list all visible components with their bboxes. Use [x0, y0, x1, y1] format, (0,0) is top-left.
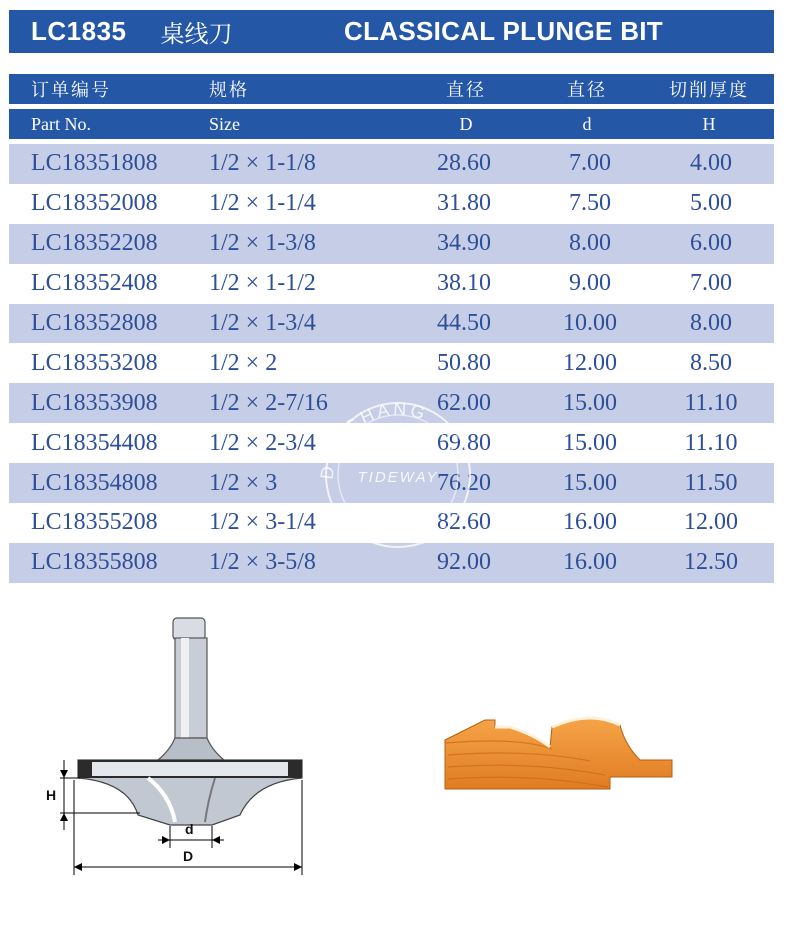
cell-H: 8.50 [690, 349, 732, 376]
cell-part-no: LC18352408 [31, 270, 158, 297]
col-header-part-cn: 订单编号 [31, 80, 111, 101]
cell-D: 44.50 [437, 310, 491, 336]
cell-H: 8.00 [690, 310, 732, 336]
cell-D: 38.10 [437, 270, 491, 297]
cell-d: 8.00 [569, 230, 611, 257]
cell-D: 62.00 [437, 389, 491, 416]
cell-part-no: LC18351808 [31, 150, 158, 177]
col-header-size: Size [209, 113, 240, 134]
cell-size: 1/2 × 3-1/4 [209, 509, 316, 536]
cell-part-no: LC18355808 [31, 549, 158, 576]
title-bar [9, 10, 774, 53]
table-row [9, 144, 774, 184]
col-header-H: H [702, 113, 716, 134]
cell-D: 92.00 [437, 549, 491, 576]
label-d: d [185, 821, 194, 837]
cell-d: 15.00 [563, 429, 617, 456]
label-D: D [183, 848, 194, 864]
cell-size: 1/2 × 1-1/8 [209, 150, 316, 177]
table-row [9, 383, 774, 423]
table-row [9, 543, 774, 583]
cell-H: 7.00 [690, 270, 732, 297]
cell-d: 7.50 [569, 190, 611, 217]
cell-d: 15.00 [563, 389, 617, 416]
table-row [9, 463, 774, 503]
col-header-D: D [459, 113, 473, 134]
cell-size: 1/2 × 2 [209, 349, 278, 376]
spec-table [9, 74, 774, 583]
col-header-part: Part No. [31, 113, 91, 134]
table-row [9, 264, 774, 304]
label-H: H [46, 787, 57, 803]
watermark-top-text: DONGHANG [316, 398, 431, 481]
cell-size: 1/2 × 3-5/8 [209, 549, 316, 576]
table-row [9, 184, 774, 224]
cell-D: 69.80 [437, 429, 491, 456]
bit-diagram [40, 610, 330, 890]
cell-size: 1/2 × 1-3/8 [209, 230, 316, 257]
col-header-size-cn: 规格 [209, 80, 249, 101]
cell-part-no: LC18355208 [31, 509, 158, 536]
cell-part-no: LC18354408 [31, 429, 158, 456]
cell-size: 1/2 × 2-3/4 [209, 429, 316, 456]
cell-part-no: LC18352208 [31, 230, 158, 257]
cell-part-no: LC18354808 [31, 469, 158, 496]
product-code: LC1835 [31, 16, 127, 46]
wood-profile [440, 705, 680, 795]
cell-part-no: LC18352808 [31, 310, 158, 336]
cell-part-no: LC18352008 [31, 190, 158, 217]
header-row-cn [9, 74, 774, 104]
cell-part-no: LC18353908 [31, 389, 158, 416]
cell-D: 31.80 [437, 190, 491, 217]
cell-size: 1/2 × 1-3/4 [209, 310, 316, 336]
table-body [9, 144, 774, 583]
cell-size: 1/2 × 2-7/16 [209, 389, 328, 416]
cell-D: 82.60 [437, 509, 491, 536]
col-header-H-cn: 切削厚度 [669, 80, 749, 101]
table-row [9, 224, 774, 264]
cell-d: 15.00 [563, 469, 617, 496]
cell-D: 34.90 [437, 230, 491, 257]
product-name-cn: 桌线刀 [160, 20, 233, 48]
table-row [9, 423, 774, 463]
cell-H: 4.00 [690, 150, 732, 177]
cell-H: 5.00 [690, 190, 732, 217]
col-header-d: d [582, 113, 592, 134]
cell-H: 12.00 [684, 509, 738, 536]
cell-D: 50.80 [437, 349, 491, 376]
table-row [9, 343, 774, 383]
cell-H: 11.10 [684, 389, 738, 416]
cell-size: 1/2 × 3 [209, 469, 278, 496]
header-row-en [9, 109, 774, 139]
table-row [9, 304, 774, 344]
cell-part-no: LC18353208 [31, 349, 158, 376]
table-row [9, 503, 774, 543]
cell-H: 11.50 [684, 469, 738, 496]
cell-H: 6.00 [690, 230, 732, 257]
cell-d: 7.00 [569, 150, 611, 177]
cell-d: 9.00 [569, 270, 611, 297]
cell-H: 12.50 [684, 549, 738, 576]
cell-size: 1/2 × 1-1/2 [209, 270, 316, 297]
col-header-D-cn: 直径 [446, 80, 486, 101]
watermark-mid-text: TIDEWAY [357, 469, 439, 486]
col-header-d-cn: 直径 [567, 80, 607, 101]
cell-d: 16.00 [563, 509, 617, 536]
cell-D: 76.20 [437, 469, 491, 496]
cell-d: 10.00 [563, 310, 617, 336]
cell-H: 11.10 [684, 429, 738, 456]
product-name-en: CLASSICAL PLUNGE BIT [344, 16, 663, 46]
cell-size: 1/2 × 1-1/4 [209, 190, 316, 217]
cell-d: 12.00 [563, 349, 617, 376]
cell-d: 16.00 [563, 549, 617, 576]
cell-D: 28.60 [437, 150, 491, 177]
